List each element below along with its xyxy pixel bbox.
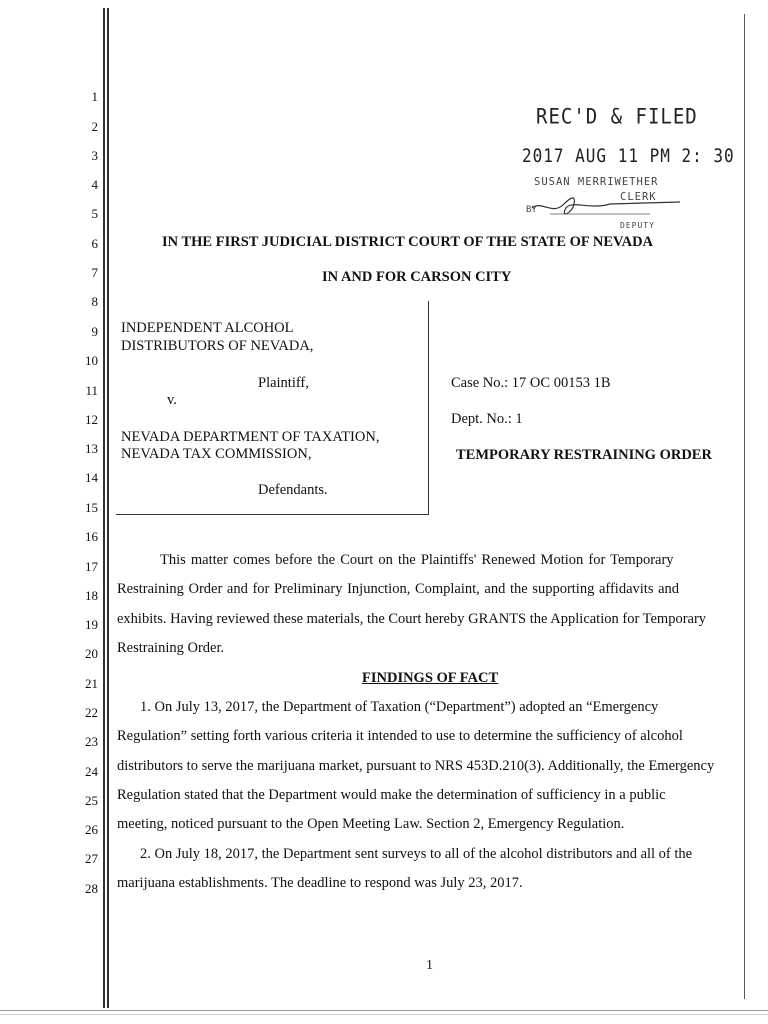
right-margin-rule: [744, 14, 745, 999]
line-number: 23: [85, 734, 98, 749]
line-number: 4: [91, 177, 98, 192]
left-margin-rule-inner: [107, 8, 109, 1008]
left-margin-rule-outer: [103, 8, 105, 1008]
filed-stamp-clerk-name: SUSAN MERRIWETHER: [534, 176, 659, 188]
versus-label: v.: [167, 392, 177, 408]
line-number: 26: [85, 822, 98, 837]
page-bottom-edge: [0, 1010, 768, 1011]
line-number: 9: [91, 324, 98, 339]
line-number: 20: [85, 646, 98, 661]
filed-stamp-title: REC'D & FILED: [536, 104, 698, 130]
line-number: 8: [91, 294, 98, 309]
line-number: 19: [85, 617, 98, 632]
filed-stamp-date: 2017 AUG 11 PM 2: 30: [522, 144, 735, 167]
line-number: 24: [85, 764, 98, 779]
line-number: 14: [85, 470, 98, 485]
caption-vertical-divider: [428, 301, 429, 515]
line-number: 2: [91, 119, 98, 134]
intro-line-20: Restraining Order.: [117, 640, 225, 656]
dept-number: Dept. No.: 1: [451, 411, 523, 427]
intro-line-18: Restraining Order and for Preliminary Injunction, Complaint, and the supporting affidavits and: [117, 581, 680, 597]
findings-line-27: 2. On July 18, 2017, the Department sent surveys to all of the alcohol distributors and all of the: [140, 846, 693, 862]
line-number: 17: [85, 559, 98, 574]
line-number: 5: [91, 206, 98, 221]
line-number: 10: [85, 353, 98, 368]
plaintiff-name-line2: DISTRIBUTORS OF NEVADA,: [121, 338, 314, 354]
deputy-signature-icon: [530, 190, 690, 222]
line-number: 6: [91, 236, 98, 251]
line-number: 1: [91, 89, 98, 104]
venue-heading: IN AND FOR CARSON CITY: [322, 269, 512, 285]
defendant-name-line2: NEVADA TAX COMMISSION,: [121, 446, 312, 462]
filed-stamp-by-label: BY: [526, 205, 537, 215]
findings-of-fact-heading: FINDINGS OF FACT: [362, 670, 499, 686]
page-bottom-edge-shadow: [0, 1014, 768, 1015]
findings-line-24: distributors to serve the marijuana market, pursuant to NRS 453D.210(3). Additionally, the Emergency: [117, 758, 715, 774]
plaintiff-name-line1: INDEPENDENT ALCOHOL: [121, 320, 294, 336]
findings-line-23: Regulation” setting forth various criteria it intended to use to determine the sufficiency of alcohol: [117, 728, 683, 744]
line-number: 18: [85, 588, 98, 603]
court-heading: IN THE FIRST JUDICIAL DISTRICT COURT OF THE STATE OF NEVADA: [162, 234, 654, 250]
page-number: 1: [426, 958, 433, 973]
findings-line-22: 1. On July 13, 2017, the Department of Taxation (“Department”) adopted an “Emergency: [140, 699, 659, 715]
line-number: 7: [91, 265, 98, 280]
line-number: 16: [85, 529, 98, 544]
defendant-name-line1: NEVADA DEPARTMENT OF TAXATION,: [121, 429, 380, 445]
document-title: TEMPORARY RESTRAINING ORDER: [456, 447, 712, 463]
line-number: 27: [85, 851, 98, 866]
line-number: 12: [85, 412, 98, 427]
findings-line-28: marijuana establishments. The deadline to respond was July 23, 2017.: [117, 875, 523, 891]
line-number: 13: [85, 441, 98, 456]
findings-line-25: Regulation stated that the Department would make the determination of sufficiency in a public: [117, 787, 666, 803]
line-number: 28: [85, 881, 98, 896]
line-number: 3: [91, 148, 98, 163]
intro-line-19: exhibits. Having reviewed these materials, the Court hereby GRANTS the Application for Temporary: [117, 611, 707, 627]
line-number: 21: [85, 676, 98, 691]
caption-horizontal-divider: [116, 514, 429, 515]
intro-line-17: This matter comes before the Court on the Plaintiffs' Renewed Motion for Temporary: [160, 552, 674, 568]
defendant-role: Defendants.: [258, 482, 328, 498]
case-number: Case No.: 17 OC 00153 1B: [451, 375, 611, 391]
plaintiff-role: Plaintiff,: [258, 375, 309, 391]
line-number: 22: [85, 705, 98, 720]
line-number: 25: [85, 793, 98, 808]
filed-stamp-clerk-label: CLERK: [620, 191, 657, 203]
filed-stamp-deputy-label: DEPUTY: [620, 221, 655, 230]
line-number: 15: [85, 500, 98, 515]
line-number: 11: [85, 383, 98, 398]
findings-line-26: meeting, noticed pursuant to the Open Meeting Law. Section 2, Emergency Regulation.: [117, 816, 625, 832]
